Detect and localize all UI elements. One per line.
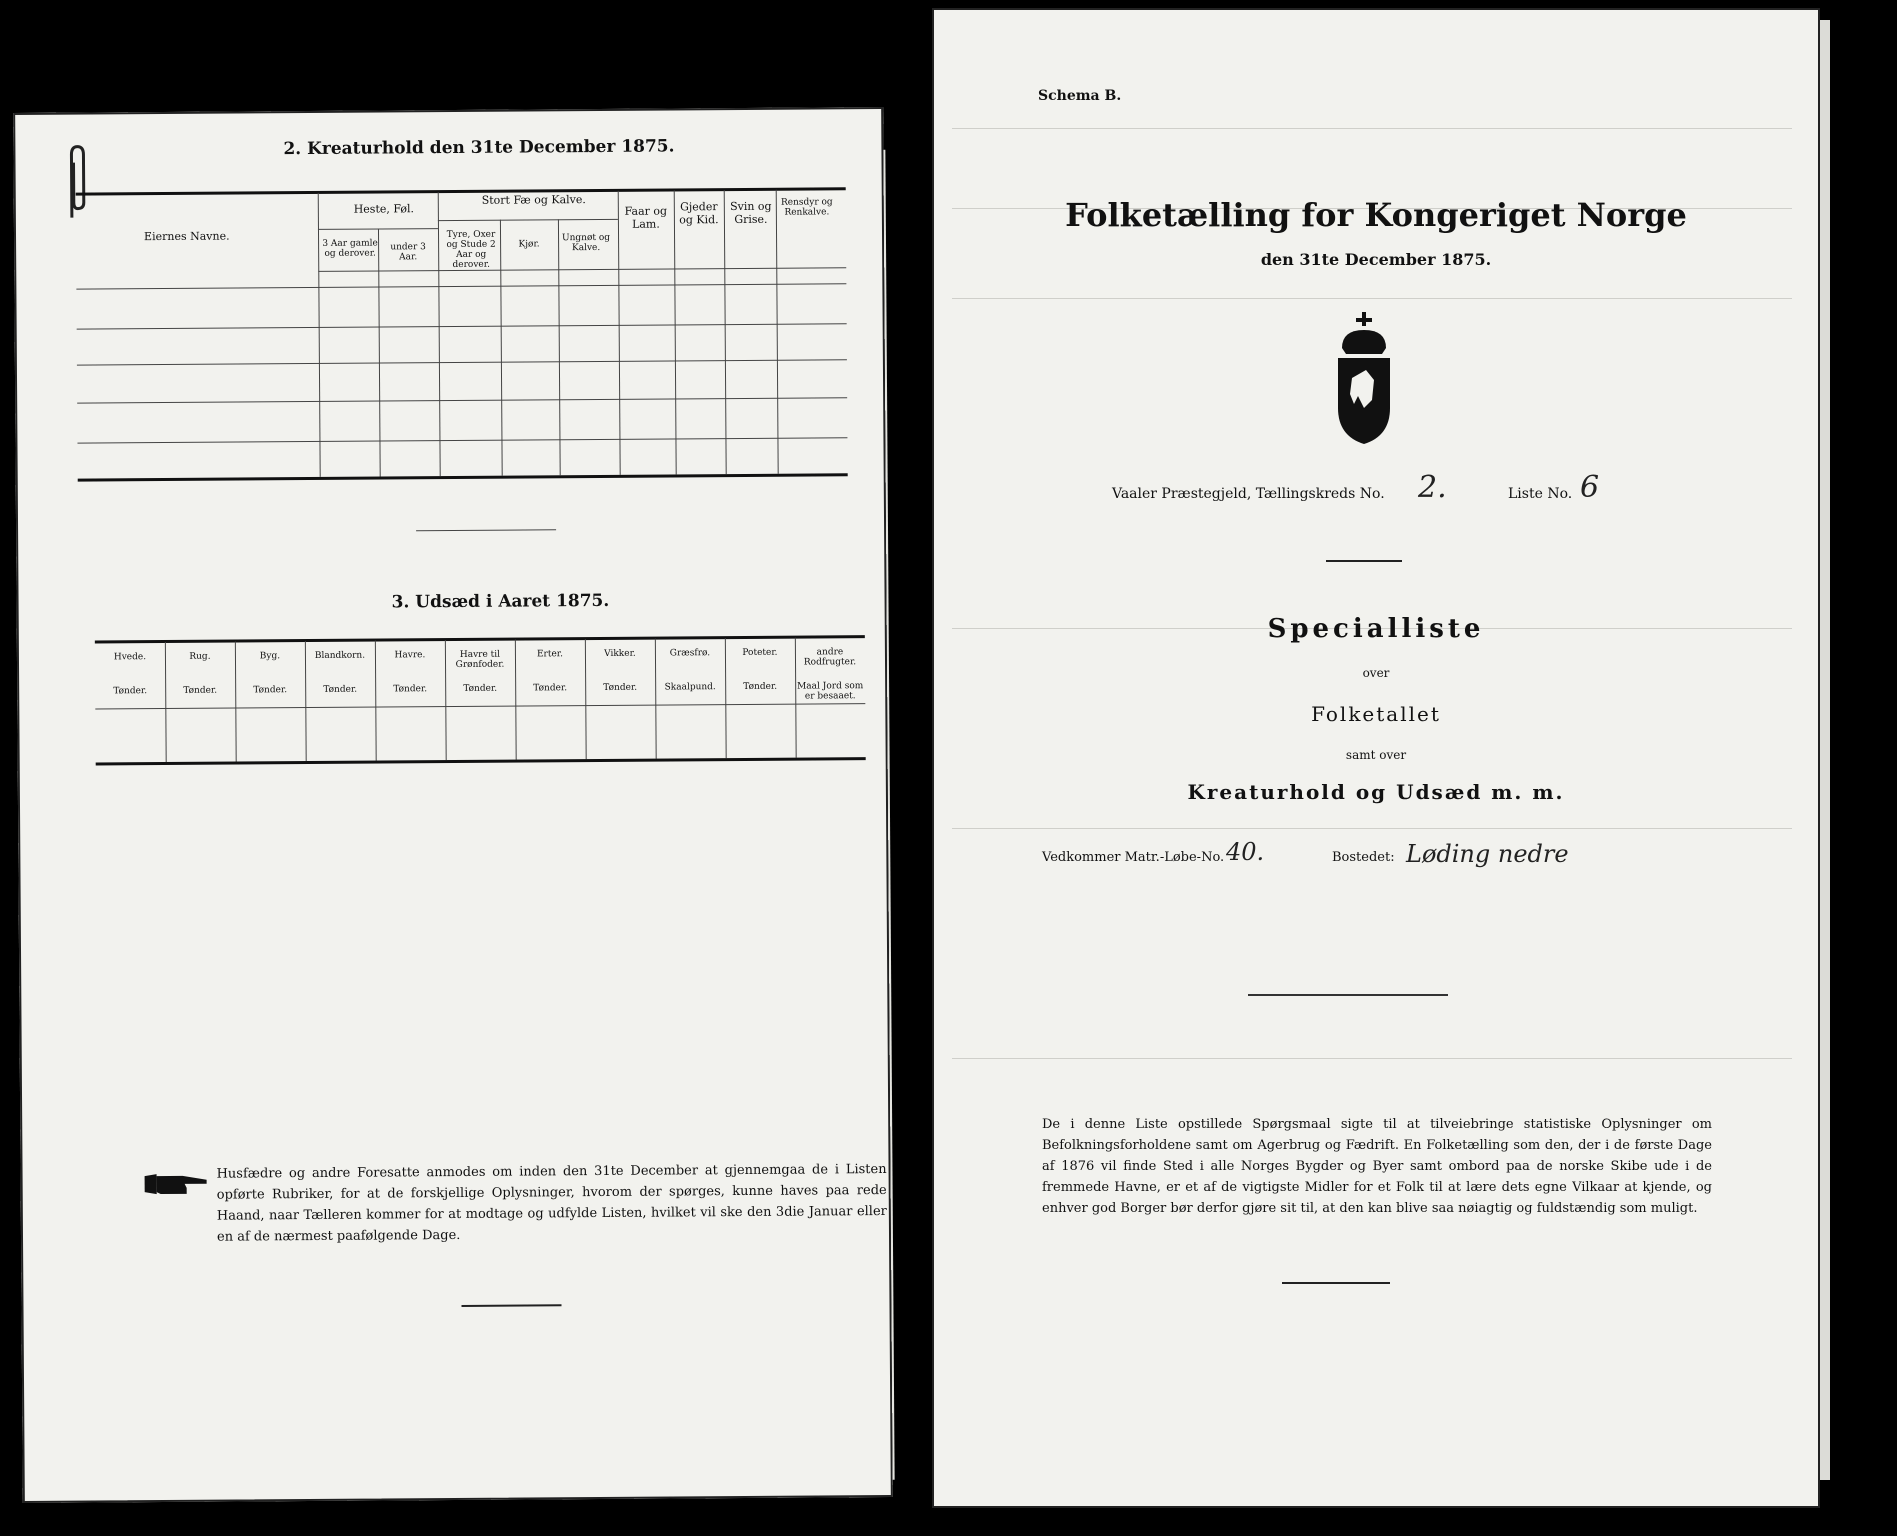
- sowing-col-name: Blandkorn.: [314, 650, 366, 661]
- sowing-col-unit: Tønder.: [743, 681, 778, 692]
- divider-1: [416, 529, 556, 531]
- sowing-col-name: Havre.: [394, 650, 426, 661]
- district-number: 2.: [1418, 470, 1447, 505]
- ghost-rule-3: [952, 298, 1792, 299]
- cattle-bulls-header: Tyre, Oxer og Stude 2 Aar og derover.: [446, 229, 496, 270]
- horses-young-header: under 3 Aar.: [390, 242, 426, 263]
- owner-column-header: Eiernes Navne.: [143, 229, 230, 244]
- sowing-col-unit: Tønder.: [393, 684, 428, 695]
- horses-adult-header: 3 Aar gamle og derover.: [322, 238, 378, 259]
- left-page: [13, 107, 893, 1503]
- sowing-col-name: Græsfrø.: [669, 648, 711, 659]
- samt-over-text: samt over: [1345, 748, 1407, 762]
- divider-3: [1326, 560, 1402, 562]
- table2-bottom-rule: [78, 473, 848, 481]
- divider-4: [1248, 994, 1448, 996]
- horses-group-header: Heste, Føl.: [353, 202, 415, 216]
- list-label: Liste No.: [1508, 486, 1573, 502]
- parish-district-label: Vaaler Præstegjeld, Tællingskreds No.: [1112, 486, 1385, 502]
- specialliste-heading: Specialliste: [1267, 614, 1485, 644]
- list-number: 6: [1580, 470, 1600, 505]
- ghost-rule-6: [952, 1058, 1792, 1059]
- sowing-col-name: Byg.: [259, 651, 281, 662]
- table3-header-rule: [95, 703, 865, 709]
- table2-col-9: [776, 190, 779, 474]
- table2-header-rule: [318, 267, 846, 272]
- sowing-col-unit: Skaalpund.: [664, 682, 716, 693]
- divider-2: [461, 1304, 561, 1307]
- pigs-header: Svin og Grise.: [730, 199, 772, 227]
- goats-header: Gjeder og Kid.: [679, 200, 719, 227]
- table2-row-3: [77, 359, 847, 365]
- explanation-paragraph: De i denne Liste opstillede Spørgsmaal sigte til at tilveiebringe statistiske Oplysninger om Befolkningsforholdene samt om Agerbrug og Fædrift. En Folketælling som den, der i de første Dage af 1876 vil finde Sted i alle Norges Bygder og Byer samt ombord paa de norske Skibe ude i de fremmede Havne, er et af de vigtigste Midler for et Folk til at lære dets egne Vilkaar at kjende, og enhver god Borger bør derfor gjøre sit til, at den kan blive saa nøiagtig og fuldstændig som muligt.: [1042, 1117, 1712, 1216]
- document-subtitle: den 31te December 1875.: [1260, 250, 1492, 269]
- table2-row-2: [77, 323, 847, 329]
- sowing-col-name: andre Rodfrugter.: [803, 647, 857, 668]
- reindeer-header: Rensdyr og Renkalve.: [780, 197, 833, 218]
- cattle-subrule: [438, 219, 618, 221]
- document-title: Folketælling for Kongeriget Norge: [1065, 196, 1687, 234]
- table2-col-2: [378, 229, 381, 477]
- sowing-col-unit: Tønder.: [463, 683, 498, 694]
- schema-label: Schema B.: [1038, 88, 1122, 104]
- table2-col-7: [674, 190, 677, 474]
- folketallet-text: Folketallet: [1311, 702, 1441, 726]
- table2-col-8: [724, 190, 727, 474]
- over-text-1: over: [1362, 666, 1390, 680]
- table3-top-rule: [95, 635, 865, 643]
- sowing-col-unit: Tønder.: [533, 683, 568, 694]
- sowing-col-unit: Maal Jord som er besaaet.: [797, 681, 864, 702]
- sowing-col-name: Vikker.: [604, 648, 636, 659]
- table2-row-4: [77, 397, 847, 403]
- right-page: [932, 8, 1820, 1508]
- table2-col-6: [618, 191, 621, 475]
- sowing-col-unit: Tønder.: [323, 684, 358, 695]
- table2-col-3: [438, 192, 441, 476]
- pointing-hand-icon: [143, 1170, 211, 1198]
- coat-of-arms-icon: [1328, 308, 1400, 448]
- cattle-group-header: Stort Fæ og Kalve.: [481, 193, 586, 207]
- table2-col-5: [558, 219, 561, 475]
- sowing-col-unit: Tønder.: [603, 682, 638, 693]
- sowing-col-name: Rug.: [189, 651, 211, 662]
- sowing-col-name: Erter.: [536, 649, 563, 660]
- table2-row-5: [77, 437, 847, 443]
- bostedet-label: Bostedet:: [1332, 850, 1395, 865]
- cattle-cows-header: Kjør.: [518, 239, 540, 250]
- section2-title: 2. Kreaturhold den 31te December 1875.: [283, 136, 675, 160]
- paper-clip-icon: [63, 143, 92, 223]
- notice-text: Husfædre og andre Foresatte anmodes om inden den 31te December at gjennemgaa de i Listen opførte Rubriker, for at de forskjellige Oplysninger, hvorom der spørges, kunne haves paa rede Haand, naar Tælleren kommer for at modtage og udfylde Listen, hvilket vil ske den 3die Januar eller en af de nærmest paafølgende Dage.: [216, 1161, 887, 1245]
- ghost-rule-5: [952, 828, 1792, 829]
- sheep-header: Faar og Lam.: [624, 204, 668, 231]
- table2-row-1: [76, 283, 846, 289]
- table3-bottom-rule: [96, 757, 866, 765]
- bostedet-value: Løding nedre: [1406, 840, 1569, 868]
- cattle-calves-header: Ungnøt og Kalve.: [561, 232, 611, 254]
- sowing-col-unit: Tønder.: [113, 686, 148, 697]
- matr-number: 40.: [1226, 838, 1265, 866]
- sowing-col-name: Havre til Grønfoder.: [455, 649, 505, 670]
- kreaturhold-text: Kreaturhold og Udsæd m. m.: [1187, 780, 1565, 804]
- section3-title: 3. Udsæd i Aaret 1875.: [391, 590, 610, 613]
- sowing-col-unit: Tønder.: [253, 685, 288, 696]
- ghost-rule-1: [952, 128, 1792, 129]
- sowing-col-unit: Tønder.: [183, 685, 218, 696]
- table2-col-1: [318, 193, 321, 477]
- table2-col-4: [500, 220, 503, 476]
- sowing-col-name: Poteter.: [742, 647, 778, 658]
- divider-5: [1282, 1282, 1390, 1284]
- sowing-col-name: Hvede.: [113, 652, 147, 663]
- matr-label: Vedkommer Matr.-Løbe-No.: [1042, 850, 1225, 865]
